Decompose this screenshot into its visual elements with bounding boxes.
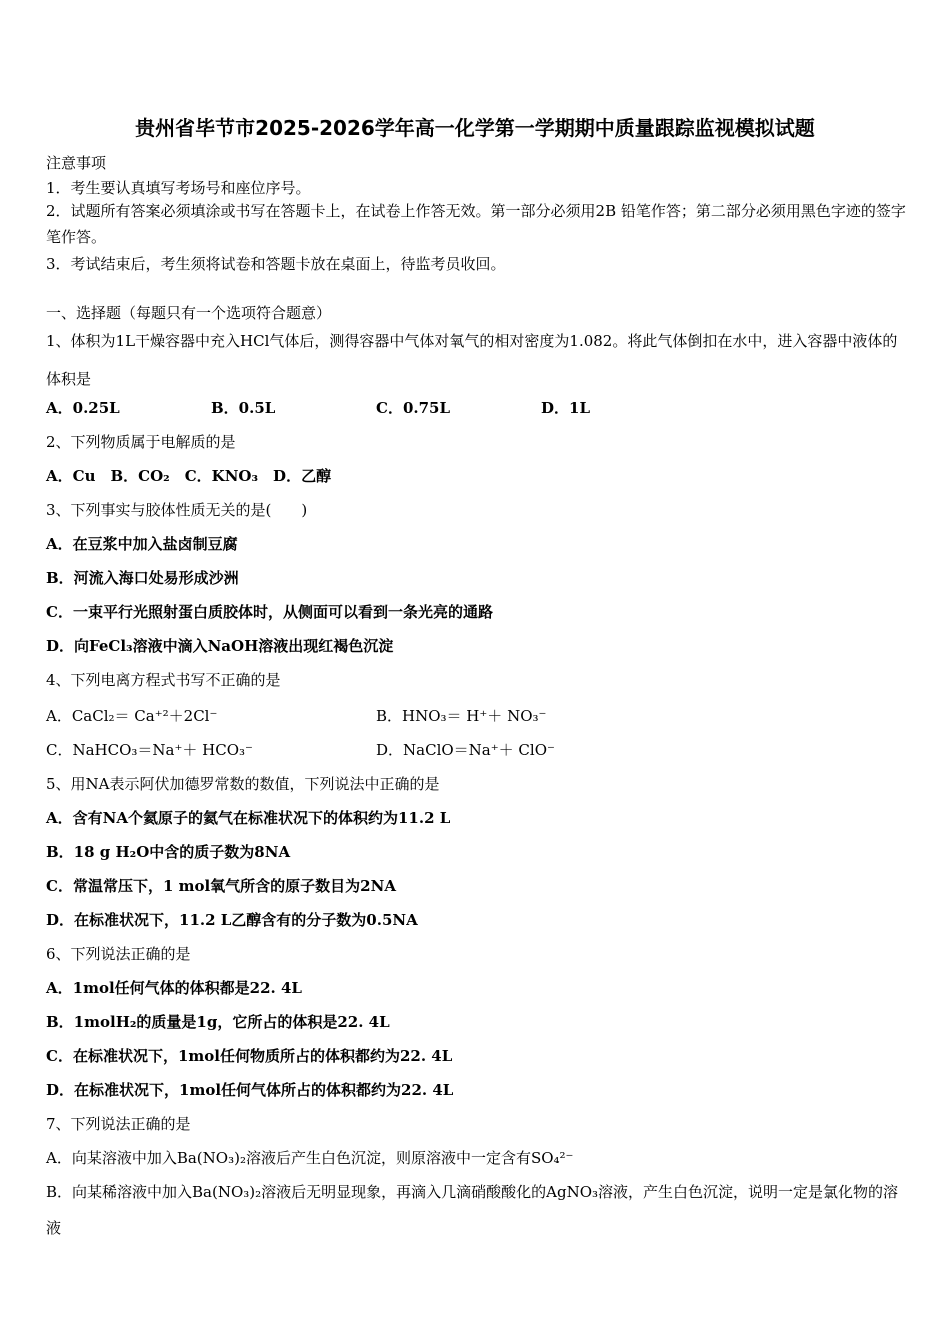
q3-option-d: D．向FeCl₃溶液中滴入NaOH溶液出现红褐色沉淀 <box>46 637 394 655</box>
q1-option-c: C．0.75L <box>376 399 451 417</box>
notice-heading: 注意事项 <box>46 154 107 172</box>
page-title: 贵州省毕节市2025-2026学年高一化学第一学期期中质量跟踪监视模拟试题 <box>135 116 815 140</box>
q6-option-c: C．在标准状况下，1mol任何物质所占的体积都约为22. 4L <box>46 1047 453 1065</box>
question-4-stem: 4、下列电离方程式书写不正确的是 <box>46 671 281 689</box>
q3-option-a: A．在豆浆中加入盐卤制豆腐 <box>46 535 238 553</box>
question-7-stem: 7、下列说法正确的是 <box>46 1115 191 1133</box>
q1-option-d: D．1L <box>541 399 590 417</box>
question-6-stem: 6、下列说法正确的是 <box>46 945 191 963</box>
q5-option-d: D．在标准状况下，11.2 L乙醇含有的分子数为0.5NA <box>46 911 418 929</box>
section-heading: 一、选择题（每题只有一个选项符合题意） <box>46 304 332 322</box>
q4-option-a: A．CaCl₂＝ Ca⁺²＋2Cl⁻ <box>46 707 218 725</box>
q7-option-a: A．向某溶液中加入Ba(NO₃)₂溶液后产生白色沉淀，则原溶液中一定含有SO₄²⁻ <box>46 1149 574 1167</box>
q5-option-a: A．含有NA个氦原子的氦气在标准状况下的体积约为11.2 L <box>46 809 451 827</box>
q4-option-d: D．NaClO＝Na⁺＋ ClO⁻ <box>376 741 555 759</box>
q6-option-a: A．1mol任何气体的体积都是22. 4L <box>46 979 302 997</box>
q5-option-c: C．常温常压下，1 mol氧气所含的原子数目为2NA <box>46 877 396 895</box>
q1-option-b: B．0.5L <box>211 399 276 417</box>
notice-item-1: 1．考生要认真填写考场号和座位序号。 <box>46 179 311 197</box>
q5-option-b: B．18 g H₂O中含的质子数为8NA <box>46 843 291 861</box>
question-2-stem: 2、下列物质属于电解质的是 <box>46 433 236 451</box>
q4-option-b: B．HNO₃＝ H⁺＋ NO₃⁻ <box>376 707 547 725</box>
q3-option-b: B．河流入海口处易形成沙洲 <box>46 569 239 587</box>
notice-item-2: 2．试题所有答案必须填涂或书写在答题卡上，在试卷上作答无效。第一部分必须用2B 铅笔作答；第二部分必须用黑色字迹的签字笔作答。 <box>46 202 906 246</box>
q2-options: A．Cu B．CO₂ C．KNO₃ D．乙醇 <box>46 467 332 485</box>
question-3-stem: 3、下列事实与胶体性质无关的是( ) <box>46 501 308 519</box>
q4-option-c: C．NaHCO₃＝Na⁺＋ HCO₃⁻ <box>46 741 253 759</box>
q6-option-d: D．在标准状况下，1mol任何气体所占的体积都约为22. 4L <box>46 1081 454 1099</box>
q1-option-a: A．0.25L <box>46 399 120 417</box>
q3-option-c: C．一束平行光照射蛋白质胶体时，从侧面可以看到一条光亮的通路 <box>46 603 493 621</box>
q7-option-b: B．向某稀溶液中加入Ba(NO₃)₂溶液后无明显现象，再滴入几滴硝酸酸化的AgNO₃溶液，产生白色沉淀，说明一定是氯化物的溶液 <box>46 1183 899 1237</box>
q6-option-b: B．1molH₂的质量是1g，它所占的体积是22. 4L <box>46 1013 390 1031</box>
question-5-stem: 5、用NA表示阿伏加德罗常数的数值，下列说法中正确的是 <box>46 775 440 793</box>
notice-item-3: 3．考试结束后，考生须将试卷和答题卡放在桌面上，待监考员收回。 <box>46 255 506 273</box>
question-1-stem: 1、体积为1L干燥容器中充入HCl气体后，测得容器中气体对氧气的相对密度为1.082。将此气体倒扣在水中，进入容器中液体的体积是 <box>46 332 898 388</box>
